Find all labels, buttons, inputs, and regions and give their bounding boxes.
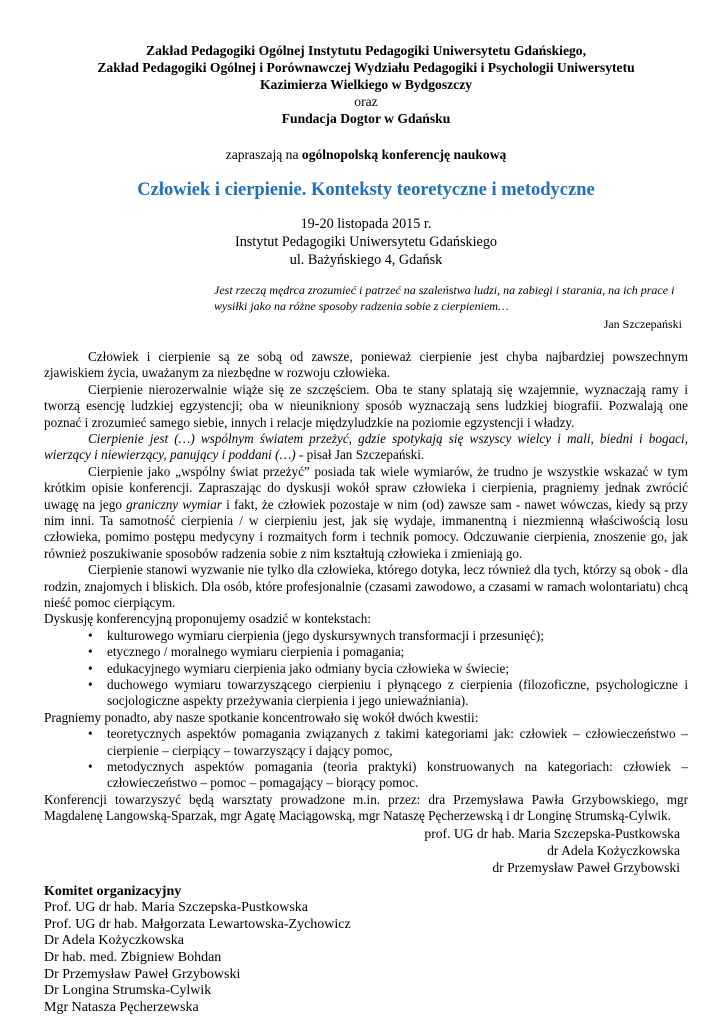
paragraph-4 <box>44 464 688 562</box>
committee-member: Dr hab. med. Zbigniew Bohdan <box>44 950 222 966</box>
committee-member: Prof. UG dr hab. Maria Szczepska-Pustkowska <box>44 900 308 916</box>
organizer-line-1: Zakład Pedagogiki Ogólnej Instytutu Pedagogiki Uniwersytetu Gdańskiego, <box>146 43 586 58</box>
body-text <box>44 349 688 825</box>
conjunction-oraz: oraz <box>354 94 378 109</box>
organizer-foundation: Fundacja Dogtor w Gdańsku <box>281 111 451 126</box>
issues-list <box>44 726 688 792</box>
paragraph-4-emphasis: graniczny wymiar <box>126 496 222 512</box>
conference-meta <box>44 215 688 269</box>
paragraph-1: Człowiek i cierpienie są ze sobą od zawsze, ponieważ cierpienie jest chyba najbardziej powszechnym zjawiskiem życia, uważanym za niezbędne w rozwoju człowieka. <box>44 348 688 381</box>
invitation-highlight: ogólnopolską konferencję naukową <box>301 147 507 162</box>
committee-member: Dr Adela Kożyczkowska <box>44 933 184 949</box>
paragraph-3 <box>44 431 688 464</box>
contexts-list <box>44 628 688 710</box>
paragraph-4-end: i fakt, że człowiek pozostaje w nim (od) zawsze sam - nawet wówczas, kiedy są przy nim inni. Ta samotność cierpienia / w cierpieniu jest, jak się wydaje, immanentną i niezmienną właściwością losu człowieka, pomimo postępu medycyny i rozmaitych form i technik pomocy. Odczuwanie cierpienia, znoszenie go, jak również poszukiwanie sposobów radzenia sobie z nim kształtują człowieka i zmieniają go. <box>44 496 688 561</box>
list-item: • teoretycznych aspektów pomagania związanych z takimi kategoriami jak: człowiek – człowieczeństwo – cierpienie – cierpiący – towarzyszący i dający pomoc, <box>88 726 688 759</box>
paragraph-5: Cierpienie stanowi wyzwanie nie tylko dla człowieka, którego dotyka, lecz również dla tych, którzy są obok - dla rodzin, znajomych i bliskich. Dla osób, które profesjonalnie (czasami zawodowo, a czasami w ramach wolontariatu) chcą nieść pomoc cierpiącym. <box>44 562 688 610</box>
paragraph-3-tail: - pisał Jan Szczepański. <box>295 447 425 463</box>
paragraph-3-quote: Cierpienie jest (…) wspólnym światem przeżyć, gdzie spotykają się wszyscy wielcy i mali, biedni i bogaci, wierzący i niewierzący, panujący i poddani (…) <box>44 430 688 463</box>
signature-1: prof. UG dr hab. Maria Szczepska-Pustkowska <box>424 825 680 841</box>
signatures <box>44 825 680 876</box>
conference-venue: Instytut Pedagogiki Uniwersytetu Gdańskiego <box>234 234 498 251</box>
signature-2: dr Adela Kożyczkowska <box>547 842 680 858</box>
signature-3: dr Przemysław Paweł Grzybowski <box>492 859 680 875</box>
invitation-prefix: zapraszają na <box>225 147 302 162</box>
list-item: • metodycznych aspektów pomagania (teoria praktyki) konstruowanych na kategoriach: człowiek – człowieczeństwo – pomoc – pomagający – biorący pomoc. <box>88 759 688 792</box>
list-item: • etycznego / moralnego wymiaru cierpienia i pomagania; <box>88 644 688 660</box>
committee-member: Prof. UG dr hab. Małgorzata Lewartowska-Zychowicz <box>44 916 351 932</box>
invitation-line <box>44 147 688 163</box>
conference-date: 19-20 listopada 2015 r. <box>300 216 432 233</box>
committee-heading: Komitet organizacyjny <box>44 883 182 899</box>
paragraph-contexts-intro: Dyskusję konferencyjną proponujemy osadzić w kontekstach: <box>44 611 372 627</box>
motto-author: Jan Szczepański <box>603 317 682 332</box>
committee-member: Mgr Natasza Pęcherzewska <box>44 999 199 1015</box>
list-item: • duchowego wymiaru towarzyszącego cierpieniu i płynącego z cierpienia (filozoficzne, psychologiczne i socjologiczne aspekty przeżywania cierpienia i jego uniewaźniania). <box>88 677 688 710</box>
paragraph-workshops: Konferencji towarzyszyć będą warsztaty prowadzone m.in. przez: dra Przemysława Pawła Grzybowskiego, mgr Magdalenę Langowską-Sparzak, mgr Agatę Maciągowską, mgr Nataszę Pęcherzewską i dr Longinę Strumską-Cylwik. <box>44 791 688 824</box>
list-item: • edukacyjnego wymiaru cierpienia jako odmiany bycia człowieka w świecie; <box>88 661 688 677</box>
conference-address: ul. Bażyńskiego 4, Gdańsk <box>289 252 443 269</box>
motto-quote: Jest rzeczą mędrca zrozumieć i patrzeć na szaleństwa ludzi, na zabiegi i starania, na ich prace i wysiłki jako na różne sposoby radzenia sobie z cierpieniem… <box>214 283 675 313</box>
list-item: • kulturowego wymiaru cierpienia (jego dyskursywnych transformacji i przesunięć); <box>88 628 688 644</box>
organizer-line-2: Zakład Pedagogiki Ogólnej i Porównawczej Wydziału Pedagogiki i Psychologii Uniwersytetu Kazimierza Wielkiego w Bydgoszczy <box>97 60 635 92</box>
conference-title: Człowiek i cierpienie. Konteksty teoretyczne i metodyczne <box>137 180 595 201</box>
committee-member: Dr Longina Strumska-Cylwik <box>44 983 212 999</box>
paragraph-2: Cierpienie nierozerwalnie wiąże się ze szczęściem. Oba te stany splatają się wzajemnie, wyznaczają ramy i tworzą esencję ludzkiej egzystencji; oba w nieunikniony sposób wyznaczają sens ludzkiej biografii. Pozwalają one poznać i zrozumieć samego siebie, innych i relacje międzyludzkie na poziomie egzystencji i władzy. <box>44 381 688 430</box>
paragraph-issues-intro: Pragniemy ponadto, aby nasze spotkanie koncentrowało się wokół dwóch kwestii: <box>44 709 479 725</box>
organizing-committee <box>44 884 688 1017</box>
committee-member: Dr Przemysław Paweł Grzybowski <box>44 966 241 982</box>
paragraph-4-start: Cierpienie jako „wspólny świat przeżyć” posiada tak wiele wymiarów, że trudno je wszystkie wskazać w tym krótkim opisie konferencji. Zapraszając do dyskusji wokół spraw człowieka i cierpienia, pragniemy jednak zwrócić uwagę na jego <box>44 463 688 512</box>
